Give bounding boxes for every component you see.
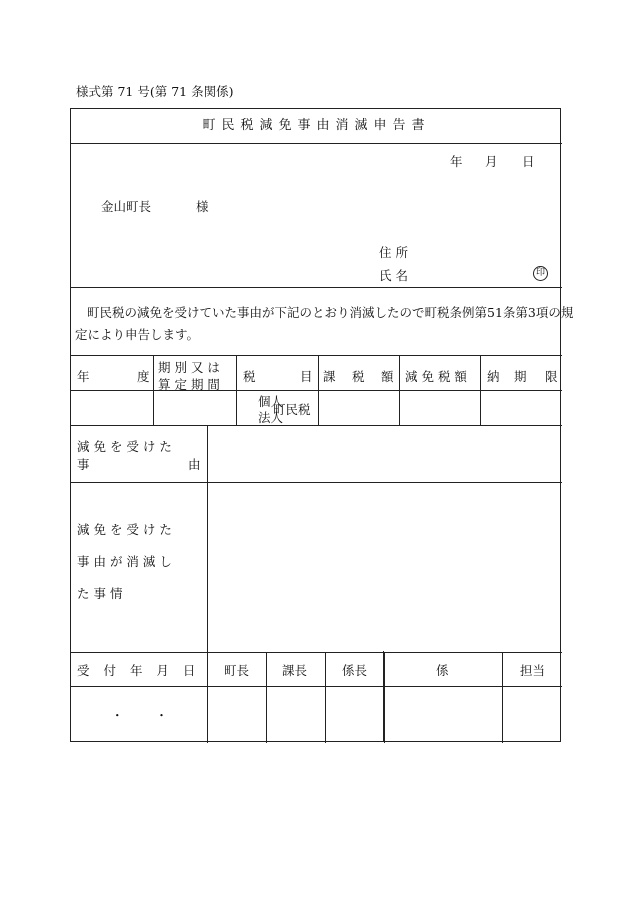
col-line (502, 652, 503, 743)
col-line (384, 652, 385, 743)
divider (71, 482, 562, 483)
reason-label-line2a: 事 (77, 457, 90, 472)
in-charge-label: 担当 (520, 663, 546, 678)
header-deadline-a: 納 (487, 369, 500, 384)
header-year-a: 年 (77, 369, 90, 384)
col-line (383, 651, 384, 742)
form-number: 様式第 71 号(第 71 条関係) (76, 84, 234, 99)
seal-mark: 印 (533, 266, 548, 281)
divider (71, 143, 562, 144)
header-reduce: 減 免 税 額 (405, 369, 467, 384)
addressee-name: 金山町長 (101, 199, 152, 214)
received-date-label: 受 付 年 月 日 (77, 663, 196, 678)
divider (71, 686, 562, 687)
col-line (207, 425, 208, 743)
header-deadline-c: 限 (545, 369, 558, 384)
divider (71, 425, 562, 426)
name-label: 氏 名 (379, 268, 408, 283)
addressee-honorific: 様 (196, 199, 209, 214)
header-assess-a: 課 (323, 369, 336, 384)
date-year: 年 (450, 154, 463, 169)
header-assess-b: 税 (352, 369, 365, 384)
divider (71, 652, 562, 653)
section-chief-label: 課長 (282, 663, 308, 678)
date-month: 月 (485, 154, 498, 169)
mayor-label: 町長 (224, 663, 250, 678)
header-period-2: 算 定 期 間 (158, 377, 220, 392)
extinct-label-line3: た 事 情 (77, 586, 123, 601)
reason-label-line2b: 由 (188, 457, 201, 472)
statement-line2: 定により申告します。 (75, 327, 200, 342)
reason-label-line1: 減 免 を 受 け た (77, 439, 172, 454)
divider (71, 390, 562, 391)
received-date-dots: ・ ・ (111, 708, 168, 723)
header-tax-a: 税 (243, 369, 256, 384)
header-assess-c: 額 (381, 369, 394, 384)
col-line (325, 652, 326, 743)
date-day: 日 (522, 154, 535, 169)
tax-name: 町民税 (273, 402, 311, 417)
divider (71, 287, 562, 288)
extinct-label-line2: 事 由 が 消 滅 し (77, 554, 172, 569)
staff-label: 係 (436, 663, 449, 678)
address-label: 住 所 (379, 245, 408, 260)
header-tax-b: 目 (300, 369, 313, 384)
header-year-b: 度 (137, 369, 150, 384)
col-line (266, 652, 267, 743)
extinct-label-line1: 減 免 を 受 け た (77, 522, 172, 537)
tax-type-corporate: 法人 (258, 410, 284, 425)
tax-type-individual: 個人 (258, 394, 284, 409)
divider (71, 355, 562, 356)
statement-line1: 町民税の減免を受けていた事由が下記のとおり消滅したので町税条例第51条第3項の規 (87, 305, 574, 320)
form-box (70, 108, 574, 742)
header-period-1: 期 別 又 は (158, 360, 220, 375)
sub-chief-label: 係長 (342, 663, 368, 678)
form-title: 町民税減免事由消滅申告書 (202, 118, 431, 133)
header-deadline-b: 期 (514, 369, 527, 384)
